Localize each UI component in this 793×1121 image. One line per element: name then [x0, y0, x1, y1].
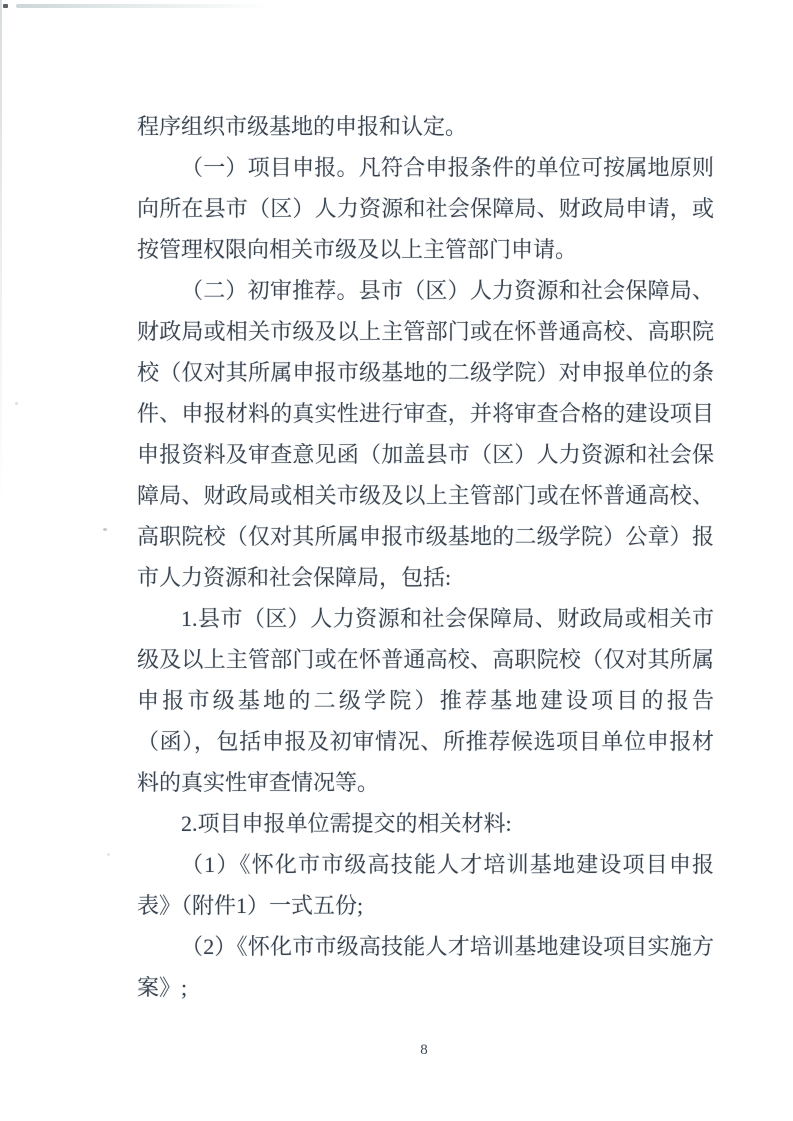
page-footer	[414, 1041, 434, 1059]
paragraph-item-1: （一）项目申报。凡符合申报条件的单位可按属地原则向所在县市（区）人力资源和社会保障局、财政局申请，或按管理权限向相关市级及以上主管部门申请。	[137, 155, 714, 262]
paragraph-attachment-1: （1）《怀化市市级高技能人才培训基地建设项目申报表》（附件1）一式五份;	[137, 852, 714, 918]
paragraph-continuation: 程序组织市级基地的申报和认定。	[137, 114, 468, 139]
scan-speck-artifact	[107, 853, 110, 856]
paragraph-sub-2: 2.项目申报单位需提交的相关材料:	[181, 811, 512, 836]
scan-speck-artifact	[3, 4, 8, 8]
paragraph-item-2: （二）初审推荐。县市（区）人力资源和社会保障局、财政局或相关市级及以上主管部门或在怀普通高校、高职院校（仅对其所属申报市级基地的二级学院）对申报单位的条件、申报材料的真实性进行审查，并将审查合格的建设项目申报资料及审查意见函（加盖县市（区）人力资源和社会保障局、财政局或相关市级及以上主管部门或在怀普通高校、高职院校（仅对其所属申报市级基地的二级学院）公章）报市人力资源和社会保障局，包括:	[137, 278, 714, 590]
scan-streak-artifact	[16, 4, 272, 8]
scan-edge-artifact	[0, 0, 2, 504]
scan-speck-artifact	[103, 528, 107, 531]
scan-speck-artifact	[15, 402, 18, 405]
document-body	[137, 106, 714, 1008]
page-number: 8	[420, 1042, 428, 1058]
paragraph-sub-1: 1.县市（区）人力资源和社会保障局、财政局或相关市级及以上主管部门或在怀普通高校、高职院校（仅对其所属申报市级基地的二级学院）推荐基地建设项目的报告（函），包括申报及初审情况、所推荐候选项目单位申报材料的真实性审查情况等。	[137, 606, 714, 795]
paragraph-attachment-2: （2）《怀化市市级高技能人才培训基地建设项目实施方案》;	[137, 934, 714, 1000]
